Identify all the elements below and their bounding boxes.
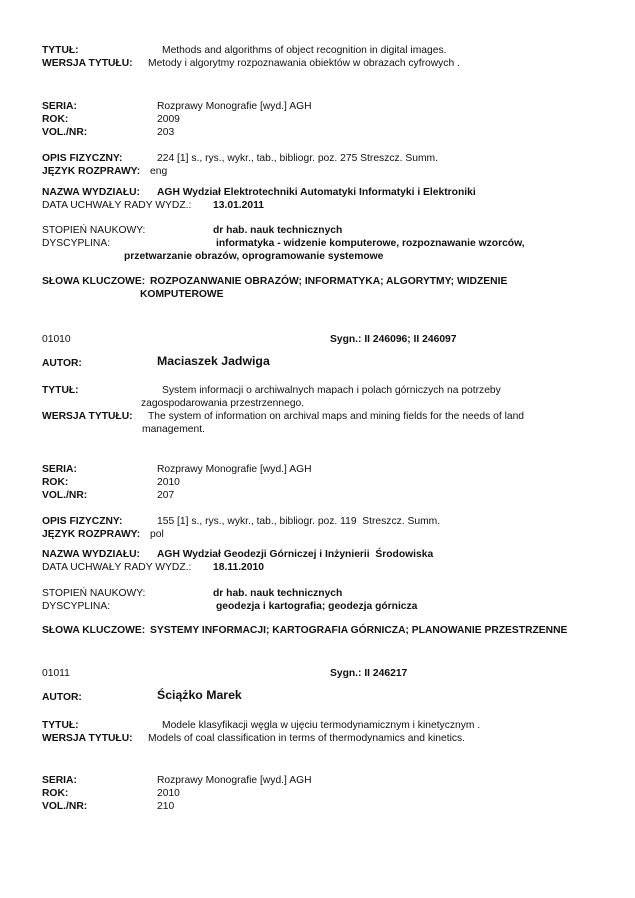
field-tytul-cont — [0, 397, 635, 410]
field-tytul — [0, 719, 635, 732]
wersja-tytulu-label: WERSJA TYTUŁU: — [42, 733, 133, 744]
autor-value: Ściążko Marek — [157, 688, 242, 702]
field-autor — [0, 355, 635, 371]
rok-label: ROK: — [42, 114, 69, 125]
field-nazwa-wydzialu — [0, 548, 635, 561]
tytul-label: TYTUŁ: — [42, 385, 79, 396]
field-wersja-tytulu-cont — [0, 423, 635, 436]
wersja-tytulu-value: Models of coal classification in terms of thermodynamics and kinetics. — [148, 733, 466, 744]
wersja-tytulu-label: WERSJA TYTUŁU: — [42, 411, 133, 422]
stopien-naukowy-value: dr hab. nauk technicznych — [213, 225, 343, 236]
autor-label: AUTOR: — [42, 358, 82, 369]
tytul-value: Modele klasyfikacji węgla w ujęciu termodynamicznym i kinetycznym . — [162, 720, 481, 731]
dyscyplina-label: DYSCYPLINA: — [42, 601, 111, 612]
record-number: 01011 — [42, 668, 70, 679]
nazwa-wydzialu-label: NAZWA WYDZIAŁU: — [42, 187, 140, 198]
field-opis-fizyczny — [0, 515, 635, 528]
field-jezyk-rozprawy — [0, 528, 635, 541]
tytul-value: System informacji o archiwalnych mapach i polach górniczych na potrzeby — [162, 385, 501, 396]
slowa-kluczowe-label: SŁOWA KLUCZOWE: — [42, 625, 146, 636]
field-volnr — [0, 800, 635, 813]
seria-value: Rozprawy Monografie [wyd.] AGH — [157, 775, 312, 786]
nazwa-wydzialu-value: AGH Wydział Geodezji Górniczej i Inżynierii Środowiska — [157, 549, 434, 560]
field-jezyk-rozprawy — [0, 165, 635, 178]
wersja-tytulu-value: The system of information on archival maps and mining fields for the needs of land — [148, 411, 525, 422]
opis-fizyczny-label: OPIS FIZYCZNY: — [42, 516, 123, 527]
rok-label: ROK: — [42, 477, 69, 488]
jezyk-rozprawy-value: eng — [150, 166, 168, 177]
field-volnr — [0, 126, 635, 139]
field-slowa-kluczowe-cont — [0, 288, 635, 301]
nazwa-wydzialu-value: AGH Wydział Elektrotechniki Automatyki Informatyki i Elektroniki — [157, 187, 476, 198]
tytul-value: Methods and algorithms of object recognition in digital images. — [162, 45, 447, 56]
stopien-naukowy-label: STOPIEŃ NAUKOWY: — [42, 225, 146, 236]
record-header — [0, 667, 635, 680]
data-uchwaly-value: 18.11.2010 — [213, 562, 264, 573]
field-slowa-kluczowe — [0, 624, 635, 637]
signature: Sygn.: II 246217 — [330, 668, 408, 679]
seria-label: SERIA: — [42, 101, 77, 112]
field-autor — [0, 689, 635, 705]
jezyk-rozprawy-label: JĘZYK ROZPRAWY: — [42, 166, 141, 177]
seria-label: SERIA: — [42, 464, 77, 475]
field-tytul — [0, 44, 635, 57]
rok-label: ROK: — [42, 788, 69, 799]
slowa-kluczowe-value: ROZPOZANWANIE OBRAZÓW; INFORMATYKA; ALGORYTMY; WIDZENIE — [150, 276, 508, 287]
volnr-label: VOL./NR: — [42, 801, 88, 812]
field-slowa-kluczowe — [0, 275, 635, 288]
field-seria — [0, 100, 635, 113]
field-data-uchwaly — [0, 561, 635, 574]
field-tytul — [0, 384, 635, 397]
dyscyplina-value: geodezja i kartografia; geodezja górnicza — [216, 601, 418, 612]
data-uchwaly-value: 13.01.2011 — [213, 200, 264, 211]
rok-value: 2010 — [157, 788, 180, 799]
dyscyplina-value: informatyka - widzenie komputerowe, rozpoznawanie wzorców, — [216, 238, 525, 249]
tytul-value-line2: zagospodarowania przestrzennego. — [141, 398, 305, 409]
volnr-value: 210 — [157, 801, 175, 812]
field-dyscyplina-cont — [0, 250, 635, 263]
field-wersja-tytulu — [0, 410, 635, 423]
record-header — [0, 333, 635, 346]
field-opis-fizyczny — [0, 152, 635, 165]
field-seria — [0, 463, 635, 476]
jezyk-rozprawy-value: pol — [150, 529, 164, 540]
volnr-label: VOL./NR: — [42, 490, 88, 501]
data-uchwaly-label: DATA UCHWAŁY RADY WYDZ.: — [42, 562, 192, 573]
record-number: 01010 — [42, 334, 71, 345]
field-volnr — [0, 489, 635, 502]
field-wersja-tytulu — [0, 57, 635, 70]
volnr-value: 203 — [157, 127, 175, 138]
slowa-kluczowe-label: SŁOWA KLUCZOWE: — [42, 276, 146, 287]
field-seria — [0, 774, 635, 787]
rok-value: 2009 — [157, 114, 180, 125]
field-wersja-tytulu — [0, 732, 635, 745]
field-data-uchwaly — [0, 199, 635, 212]
seria-value: Rozprawy Monografie [wyd.] AGH — [157, 101, 312, 112]
volnr-value: 207 — [157, 490, 175, 501]
field-stopien-naukowy — [0, 587, 635, 600]
field-dyscyplina — [0, 237, 635, 250]
rok-value: 2010 — [157, 477, 180, 488]
opis-fizyczny-value: 155 [1] s., rys., wykr., tab., bibliogr. poz. 119 Streszcz. Summ. — [157, 516, 441, 527]
slowa-kluczowe-value: SYSTEMY INFORMACJI; KARTOGRAFIA GÓRNICZA; PLANOWANIE PRZESTRZENNE — [150, 625, 568, 636]
field-rok — [0, 787, 635, 800]
slowa-kluczowe-value-line2: KOMPUTEROWE — [140, 289, 224, 300]
jezyk-rozprawy-label: JĘZYK ROZPRAWY: — [42, 529, 141, 540]
opis-fizyczny-value: 224 [1] s., rys., wykr., tab., bibliogr. poz. 275 Streszcz. Summ. — [157, 153, 438, 164]
seria-label: SERIA: — [42, 775, 77, 786]
signature: Sygn.: II 246096; II 246097 — [330, 334, 457, 345]
field-rok — [0, 113, 635, 126]
tytul-label: TYTUŁ: — [42, 720, 79, 731]
nazwa-wydzialu-label: NAZWA WYDZIAŁU: — [42, 549, 140, 560]
autor-value: Maciaszek Jadwiga — [157, 354, 270, 368]
stopien-naukowy-value: dr hab. nauk technicznych — [213, 588, 343, 599]
tytul-label: TYTUŁ: — [42, 45, 79, 56]
dyscyplina-value-line2: przetwarzanie obrazów, oprogramowanie systemowe — [124, 251, 384, 262]
field-stopien-naukowy — [0, 224, 635, 237]
wersja-tytulu-label: WERSJA TYTUŁU: — [42, 58, 133, 69]
opis-fizyczny-label: OPIS FIZYCZNY: — [42, 153, 123, 164]
wersja-tytulu-value: Metody i algorytmy rozpoznawania obiektów w obrazach cyfrowych . — [148, 58, 460, 69]
dyscyplina-label: DYSCYPLINA: — [42, 238, 111, 249]
volnr-label: VOL./NR: — [42, 127, 88, 138]
field-rok — [0, 476, 635, 489]
field-nazwa-wydzialu — [0, 186, 635, 199]
wersja-tytulu-value-line2: management. — [142, 424, 205, 435]
stopien-naukowy-label: STOPIEŃ NAUKOWY: — [42, 588, 146, 599]
autor-label: AUTOR: — [42, 692, 82, 703]
data-uchwaly-label: DATA UCHWAŁY RADY WYDZ.: — [42, 200, 192, 211]
seria-value: Rozprawy Monografie [wyd.] AGH — [157, 464, 312, 475]
field-dyscyplina — [0, 600, 635, 613]
